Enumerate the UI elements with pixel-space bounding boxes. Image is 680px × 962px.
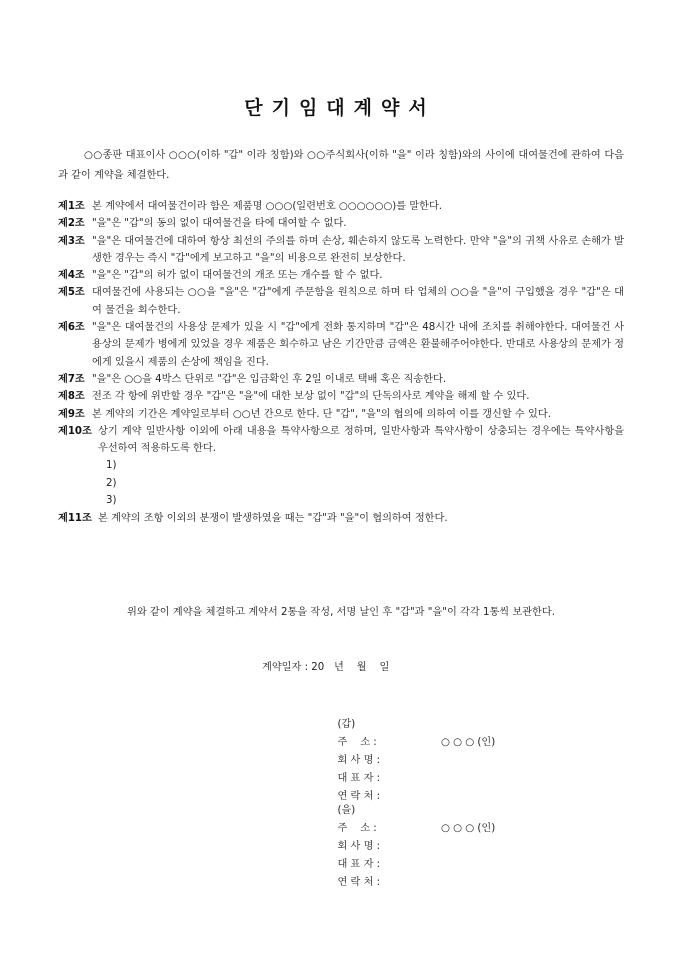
article-text: "을"은 "갑"의 동의 없이 대여물건을 타에 대여할 수 없다. [92,218,347,230]
article-6 [58,319,624,371]
party-label: (갑) [337,719,356,730]
party-eul [318,784,496,888]
party-label: (을) [337,805,356,816]
representative-seal: ○ ○ ○ (인) [441,737,496,748]
contact-label: 연 락 처 : [337,877,381,888]
special-term-item: 3) [106,495,117,507]
closing-statement: 위와 같이 계약을 체결하고 계약서 2통을 작성, 서명 날인 후 "갑"과 "을"이 각각 1통씩 보관한다. [127,607,555,618]
article-number: 제7조 [58,373,85,385]
article-number: 제2조 [58,218,85,230]
article-number: 제9조 [58,408,85,420]
article-list [58,198,624,527]
document-title: 단기임대계약서 [244,97,436,119]
article-7 [58,371,624,388]
address-label: 주 소 : [337,737,377,748]
article-11 [58,510,624,527]
party-address-row [318,698,380,748]
article-text: 본 계약의 기간은 계약일로부터 ○○년 간으로 한다. 단 "갑", "을"의 협의에 의하여 이를 갱신할 수 있다. [92,408,551,420]
representative-label: 대 표 자 : [337,773,381,784]
article-number: 제1조 [58,201,85,212]
article-text: 본 계약에서 대여물건이라 함은 제품명 ○○○(일련번호 ○○○○○○)를 말한다. [92,201,443,212]
article-text: "을"은 ○○을 4박스 단위로 "갑"은 입금확인 후 2일 이내로 택배 혹은 직송한다. [92,373,447,385]
article-10 [58,423,624,510]
company-label: 회 사 명 : [337,841,381,852]
contact-label: 연 락 처 : [337,791,381,802]
representative-label: 대 표 자 : [337,859,381,870]
article-2 [58,215,624,232]
article-number: 제6조 [58,322,85,334]
article-5 [58,284,624,319]
article-text-block [98,423,624,510]
article-text: 본 계약의 조항 이외의 분쟁이 발생하였을 때는 "갑"과 "을"이 협의하여 정한다. [98,512,448,524]
article-number: 제4조 [58,270,85,282]
article-4 [58,267,624,284]
article-1 [58,198,624,215]
article-text: 전조 각 항에 위반할 경우 "갑"은 "을"에 대한 보상 없이 "갑"의 단독의사로 계약을 해제 할 수 있다. [92,391,530,403]
special-term-item: 1) [106,460,117,472]
article-number: 제8조 [58,391,85,403]
party-address-row [318,784,380,834]
article-text: "을"은 대여물건의 사용상 문제가 있을 시 "갑"에게 전화 통지하며 "갑"은 48시간 내에 조치를 취해야한다. 대여물건 사용상의 문제가 병에게 있었을 경우 제품은 회수하고 남은 기간만큼 금액은 환불해주어야한다. 반대로 사용상의 문제가 정에게 있을시 제품의 손상에 책임을 진다. [92,322,624,368]
special-term-item: 2) [106,477,117,489]
party-gap [318,698,496,802]
article-3 [58,233,624,268]
article-9 [58,406,624,423]
article-8 [58,388,624,405]
representative-seal: ○ ○ ○ (인) [441,823,496,834]
article-number: 제11조 [58,512,92,524]
article-text: 상기 계약 일반사항 이외에 아래 내용을 특약사항으로 정하며, 일반사항과 특약사항이 상충되는 경우에는 특약사항을 우선하여 적용하도록 한다. [98,425,624,455]
article-number: 제5조 [58,287,85,299]
company-label: 회 사 명 : [337,755,381,766]
article-text: "을"은 "갑"의 허가 없이 대여물건의 개조 또는 개수를 할 수 없다. [92,270,383,282]
article-text: 대여물건에 사용되는 ○○을 "을"은 "갑"에게 주문함을 원칙으로 하며 타 업체의 ○○을 "을"이 구입했을 경우 "갑"은 대여 물건을 회수한다. [92,287,624,316]
intro-paragraph: ○○종판 대표이사 ○○○(이하 "갑" 이라 칭함)와 ○○주식회사(이하 "을" 이라 칭함)와의 사이에 대여물건에 관하여 다음과 같이 계약을 체결한다. [58,150,624,181]
article-number: 제3조 [58,235,85,247]
article-text: "을"은 대여물건에 대하여 항상 최선의 주의를 하며 손상, 훼손하지 않도록 노력한다. 만약 "을"의 귀책 사유로 손해가 발생한 경우는 즉시 "갑"에게 보고하고 "을"의 비용으로 완전히 보상한다. [92,235,624,264]
contract-date: 계약일자 : 20 년 월 일 [262,662,390,673]
address-label: 주 소 : [337,823,377,834]
article-number: 제10조 [58,425,92,437]
